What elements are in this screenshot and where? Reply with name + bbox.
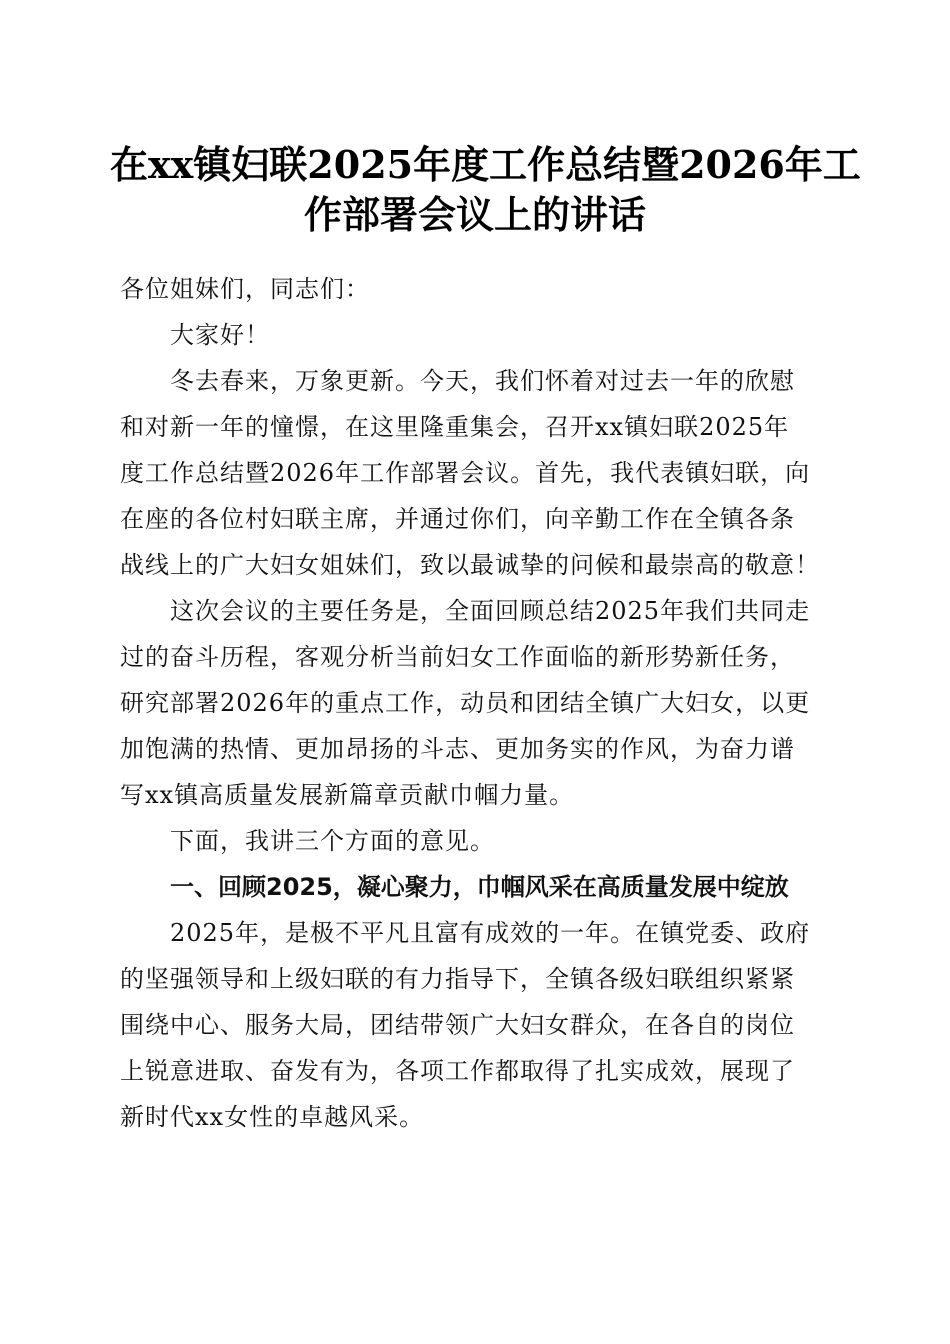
paragraph-line: 围绕中心、服务大局，团结带领广大妇女群众，在各自的岗位: [120, 1011, 795, 1039]
paragraph-line: 2025年，是极不平凡且富有成效的一年。在镇党委、政府: [170, 919, 811, 947]
paragraph-2: [120, 588, 832, 818]
paragraph-1: [120, 358, 832, 588]
section-1-heading: 一、回顾2025，凝心聚力，巾帼风采在高质量发展中绽放: [170, 873, 789, 901]
document-title: [110, 140, 861, 240]
paragraph-line: 过的奋斗历程，客观分析当前妇女工作面临的新形势新任务，: [120, 643, 795, 671]
paragraph-line: 新时代xx女性的卓越风采。: [120, 1103, 425, 1131]
paragraph-line: 冬去春来，万象更新。今天，我们怀着对过去一年的欣慰: [170, 367, 795, 395]
paragraph-3: 下面，我讲三个方面的意见。: [170, 827, 495, 855]
paragraph-line: 度工作总结暨2026年工作部署会议。首先，我代表镇妇联，向: [120, 459, 811, 487]
paragraph-line: 在座的各位村妇联主席，并通过你们，向辛勤工作在全镇各条: [120, 505, 795, 533]
greeting: 大家好！: [170, 321, 270, 349]
paragraph-line: 战线上的广大妇女姐妹们，致以最诚挚的问候和最崇高的敬意！: [120, 551, 820, 579]
paragraph-line: 写xx镇高质量发展新篇章贡献巾帼力量。: [120, 781, 575, 809]
document-body: [120, 266, 832, 1140]
title-line-2: 作部署会议上的讲话: [303, 192, 646, 237]
paragraph-line: 加饱满的热情、更加昂扬的斗志、更加务实的作风，为奋力谱: [120, 735, 795, 763]
salutation: 各位姐妹们，同志们：: [120, 275, 370, 303]
paragraph-line: 和对新一年的憧憬，在这里隆重集会，召开xx镇妇联2025年: [120, 413, 790, 441]
title-line-1: 在xx镇妇联2025年度工作总结暨2026年工: [110, 142, 861, 187]
paragraph-line: 这次会议的主要任务是，全面回顾总结2025年我们共同走: [170, 597, 811, 625]
paragraph-line: 上锐意进取、奋发有为，各项工作都取得了扎实成效，展现了: [120, 1057, 795, 1085]
paragraph-line: 的坚强领导和上级妇联的有力指导下，全镇各级妇联组织紧紧: [120, 965, 795, 993]
paragraph-line: 研究部署2026年的重点工作，动员和团结全镇广大妇女，以更: [120, 689, 811, 717]
paragraph-4: [120, 910, 832, 1140]
